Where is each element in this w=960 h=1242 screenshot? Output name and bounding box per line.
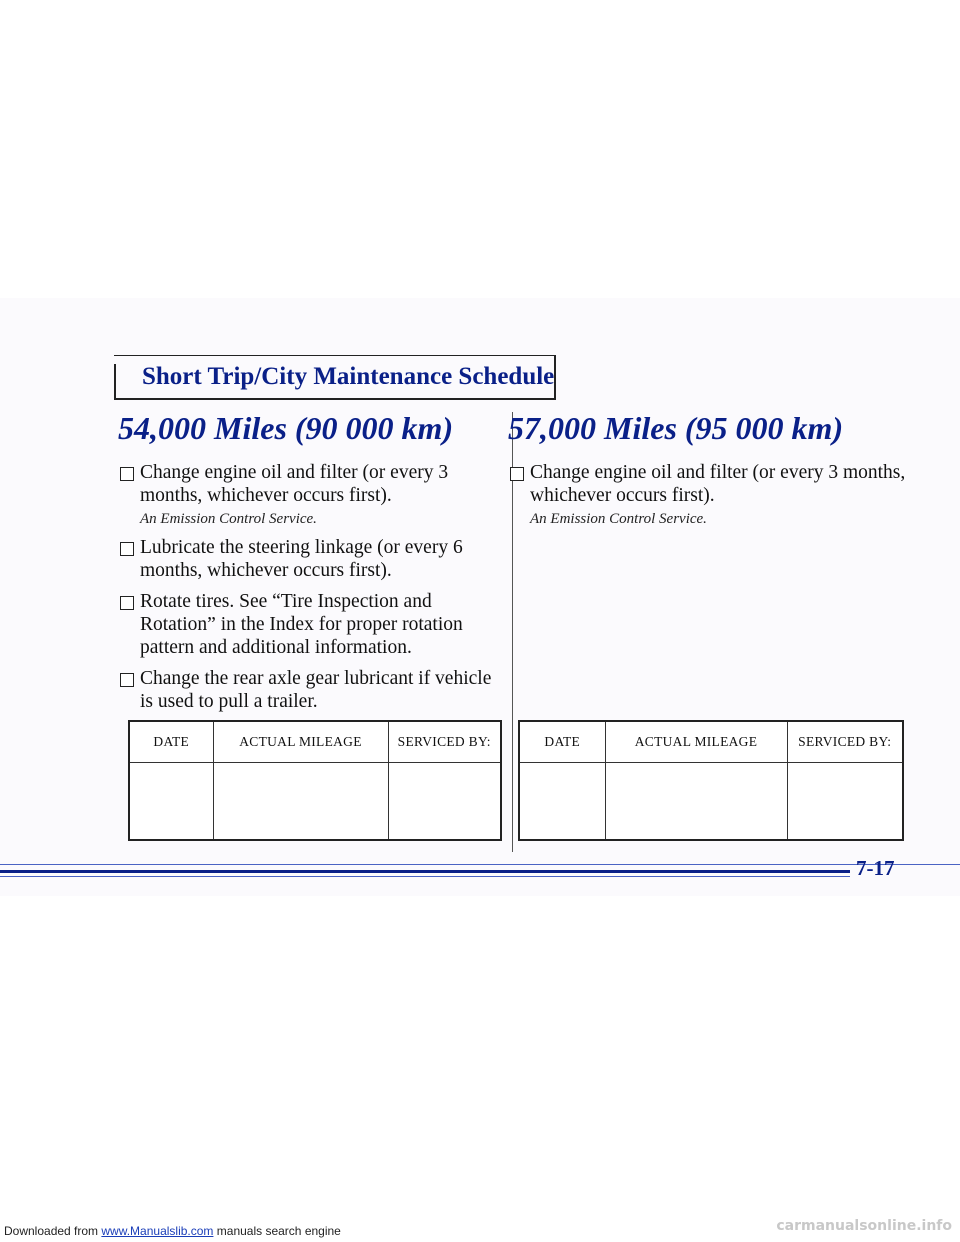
mileage-cell[interactable]	[605, 763, 787, 841]
checkbox-icon[interactable]	[510, 467, 524, 481]
date-cell[interactable]	[519, 763, 605, 841]
serviced-by-header: SERVICED BY:	[787, 721, 903, 763]
checklist-item: Change the rear axle gear lubricant if vehicle is used to pull a trailer.	[118, 667, 498, 713]
checkbox-icon[interactable]	[120, 596, 134, 610]
actual-mileage-header: ACTUAL MILEAGE	[605, 721, 787, 763]
serviced-by-header: SERVICED BY:	[388, 721, 501, 763]
mileage-cell[interactable]	[213, 763, 388, 841]
service-log-table-left	[128, 720, 502, 841]
checkbox-icon[interactable]	[120, 542, 134, 556]
left-heading: 54,000 Miles (90 000 km)	[118, 410, 454, 446]
serviced-by-cell[interactable]	[787, 763, 903, 841]
actual-mileage-header: ACTUAL MILEAGE	[213, 721, 388, 763]
manualslib-link[interactable]: www.Manualslib.com	[101, 1224, 214, 1238]
footer-rule	[0, 876, 850, 877]
section-header	[114, 355, 556, 400]
right-heading: 57,000 Miles (95 000 km)	[508, 410, 844, 446]
footer-rule	[0, 864, 960, 865]
checklist-item: Rotate tires. See “Tire Inspection and Rotation” in the Index for proper rotation pattern and additional information.	[118, 590, 498, 659]
checkbox-icon[interactable]	[120, 467, 134, 481]
date-cell[interactable]	[129, 763, 213, 841]
service-log-table-right	[518, 720, 904, 841]
date-header: DATE	[129, 721, 213, 763]
right-column	[508, 410, 908, 536]
section-title: Short Trip/City Maintenance Schedule	[142, 363, 555, 390]
checklist-item: Lubricate the steering linkage (or every 6 months, whichever occurs first).	[118, 536, 498, 582]
download-footer: Downloaded from www.Manualslib.com manuals search engine	[4, 1224, 341, 1238]
header-left-bar	[114, 364, 116, 398]
checklist-item: Change engine oil and filter (or every 3 months, whichever occurs first).	[508, 461, 908, 507]
date-header: DATE	[519, 721, 605, 763]
left-column	[118, 410, 498, 721]
watermark-text: carmanualsonline.info	[776, 1218, 952, 1234]
footer-rule-thick	[0, 870, 850, 873]
page-number: 7-17	[856, 856, 895, 880]
emission-note: An Emission Control Service.	[140, 511, 317, 527]
emission-note: An Emission Control Service.	[530, 511, 707, 527]
serviced-by-cell[interactable]	[388, 763, 501, 841]
checklist-item: Change engine oil and filter (or every 3 months, whichever occurs first).	[118, 461, 498, 507]
checkbox-icon[interactable]	[120, 673, 134, 687]
